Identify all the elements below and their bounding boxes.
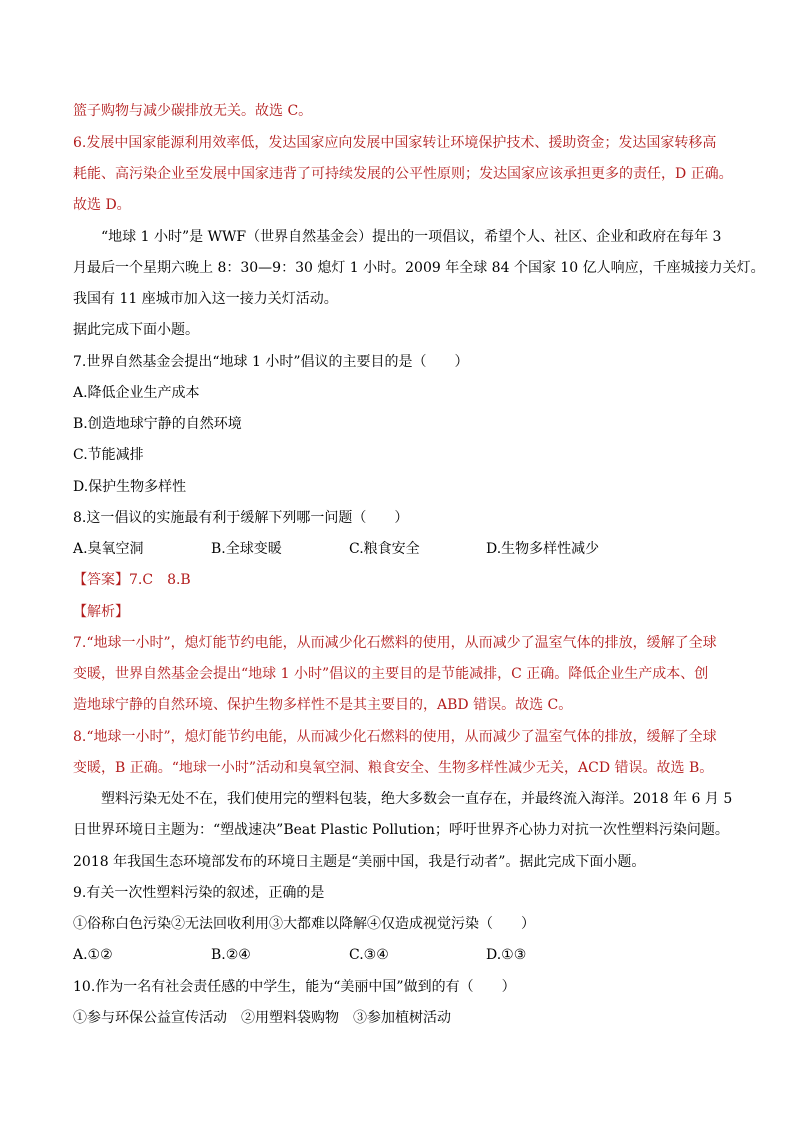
analysis-heading: 【解析】 — [73, 604, 129, 620]
q8-option-c: C.粮食安全 — [349, 541, 420, 557]
question-7: 7.世界自然基金会提出“地球 1 小时”倡议的主要目的是（ ） — [73, 354, 469, 370]
q9-option-c: C.③④ — [349, 947, 389, 963]
q7-option-a: A.降低企业生产成本 — [73, 385, 200, 401]
explanation-line: 故选 D。 — [73, 197, 131, 213]
explanation-line: 7.“地球一小时”，熄灯能节约电能，从而减少化石燃料的使用，从而减少了温室气体的排放，缓解了全球 — [73, 635, 717, 651]
question-8: 8.这一倡议的实施最有利于缓解下列哪一问题（ ） — [73, 510, 409, 526]
q7-option-d: D.保护生物多样性 — [73, 479, 187, 495]
explanation-line: 8.“地球一小时”，熄灯能节约电能，从而减少化石燃料的使用，从而减少了温室气体的排放，缓解了全球 — [73, 729, 717, 745]
q9-option-a: A.①② — [73, 947, 113, 963]
q7-option-c: C.节能减排 — [73, 447, 144, 463]
q9-statements: ①俗称白色污染②无法回收利用③大都难以降解④仅造成视觉污染（ ） — [73, 916, 535, 932]
instruction-line: 据此完成下面小题。 — [73, 322, 199, 338]
passage-line: 日世界环境日主题为：“塑战速决”Beat Plastic Pollution；呼吁世界齐心协力对抗一次性塑料污染问题。 — [73, 822, 729, 838]
question-10: 10.作为一名有社会责任感的中学生，能为“美丽中国”做到的有（ ） — [73, 979, 516, 995]
passage-line: 2018 年我国生态环境部发布的环境日主题是“美丽中国，我是行动者”。据此完成下面小题。 — [73, 854, 646, 870]
passage-line: 我国有 11 座城市加入这一接力关灯活动。 — [73, 291, 338, 307]
q9-option-b: B.②④ — [211, 947, 251, 963]
passage-line: 月最后一个星期六晚上 8：30—9：30 熄灯 1 小时。2009 年全球 84 个国家 10 亿人响应，千座城接力关灯。 — [73, 260, 765, 276]
q8-option-b: B.全球变暖 — [211, 541, 282, 557]
q7-option-b: B.创造地球宁静的自然环境 — [73, 416, 242, 432]
passage-line: “地球 1 小时”是 WWF（世界自然基金会）提出的一项倡议，希望个人、社区、企业和政府在每年 3 — [101, 229, 722, 245]
q8-option-d: D.生物多样性减少 — [486, 541, 600, 557]
q9-option-d: D.①③ — [486, 947, 527, 963]
passage-line: 塑料污染无处不在，我们使用完的塑料包装，绝大多数会一直存在，并最终流入海洋。2018 年 6 月 5 — [101, 791, 733, 807]
answer-line: 【答案】7.C 8.B — [73, 572, 191, 588]
explanation-line: 耗能、高污染企业至发展中国家违背了可持续发展的公平性原则；发达国家应该承担更多的责任，D 正确。 — [73, 166, 733, 182]
explanation-line: 变暖，B 正确。“地球一小时”活动和臭氧空洞、粮食安全、生物多样性减少无关，ACD 错误。故选 B。 — [73, 760, 714, 776]
q10-statements: ①参与环保公益宣传活动 ②用塑料袋购物 ③参加植树活动 — [73, 1010, 451, 1026]
q8-option-a: A.臭氧空洞 — [73, 541, 144, 557]
explanation-line: 造地球宁静的自然环境、保护生物多样性不是其主要目的，ABD 错误。故选 C。 — [73, 697, 573, 713]
explanation-line: 篮子购物与减少碳排放无关。故选 C。 — [73, 103, 313, 119]
explanation-line: 6.发展中国家能源利用效率低，发达国家应向发展中国家转让环境保护技术、援助资金；发达国家转移高 — [73, 135, 717, 151]
question-9: 9.有关一次性塑料污染的叙述，正确的是 — [73, 885, 325, 901]
explanation-line: 变暖，世界自然基金会提出“地球 1 小时”倡议的主要目的是节能减排，C 正确。降低企业生产成本、创 — [73, 666, 709, 682]
